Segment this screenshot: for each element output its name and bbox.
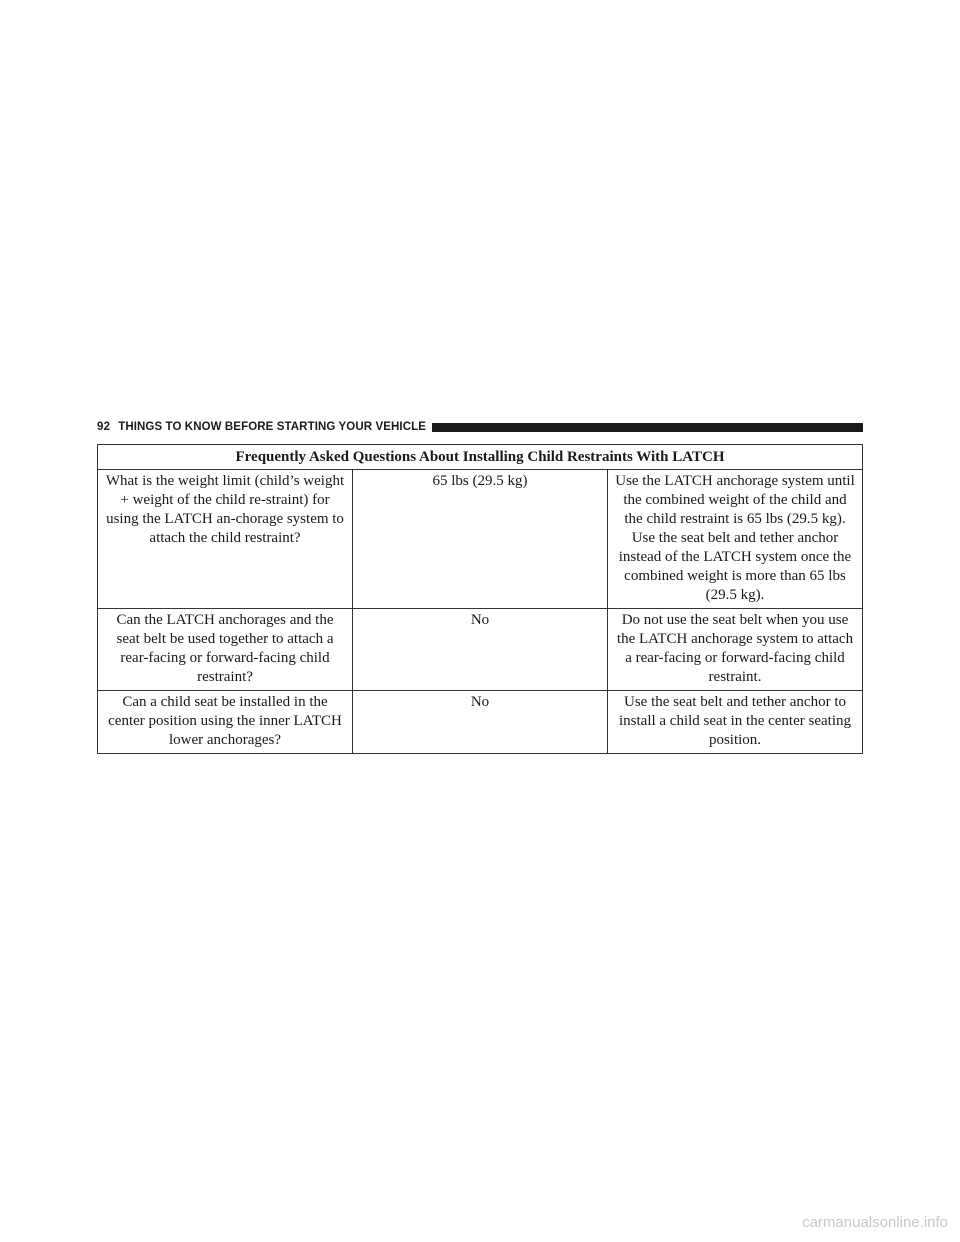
watermark-text: carmanualsonline.info bbox=[802, 1214, 948, 1231]
answer-cell: 65 lbs (29.5 kg) bbox=[353, 470, 608, 609]
detail-cell: Do not use the seat belt when you use the LATCH anchorage system to attach a rear-facing or forward-facing child restraint. bbox=[608, 609, 863, 691]
page-number: 92 bbox=[97, 421, 111, 433]
answer-cell: No bbox=[353, 609, 608, 691]
answer-cell: No bbox=[353, 691, 608, 754]
question-cell: What is the weight limit (child’s weight + weight of the child re-straint) for using the LATCH an-chorage system to attach the child restraint? bbox=[98, 470, 353, 609]
faq-table bbox=[97, 444, 863, 754]
question-cell: Can the LATCH anchorages and the seat belt be used together to attach a rear-facing or forward-facing child restraint? bbox=[98, 609, 353, 691]
question-cell: Can a child seat be installed in the center position using the inner LATCH lower anchorages? bbox=[98, 691, 353, 754]
table-row bbox=[98, 470, 863, 609]
table-title: Frequently Asked Questions About Installing Child Restraints With LATCH bbox=[98, 445, 863, 470]
table-row bbox=[98, 691, 863, 754]
table-row bbox=[98, 609, 863, 691]
table-header-row bbox=[98, 445, 863, 470]
header-rule-bar bbox=[432, 423, 863, 432]
page-header bbox=[97, 418, 863, 436]
detail-cell: Use the seat belt and tether anchor to install a child seat in the center seating position. bbox=[608, 691, 863, 754]
section-title: THINGS TO KNOW BEFORE STARTING YOUR VEHICLE bbox=[118, 421, 426, 433]
detail-cell: Use the LATCH anchorage system until the combined weight of the child and the child restraint is 65 lbs (29.5 kg). Use the seat belt and tether anchor instead of the LATCH system once the combined weight is more than 65 lbs (29.5 kg). bbox=[608, 470, 863, 609]
